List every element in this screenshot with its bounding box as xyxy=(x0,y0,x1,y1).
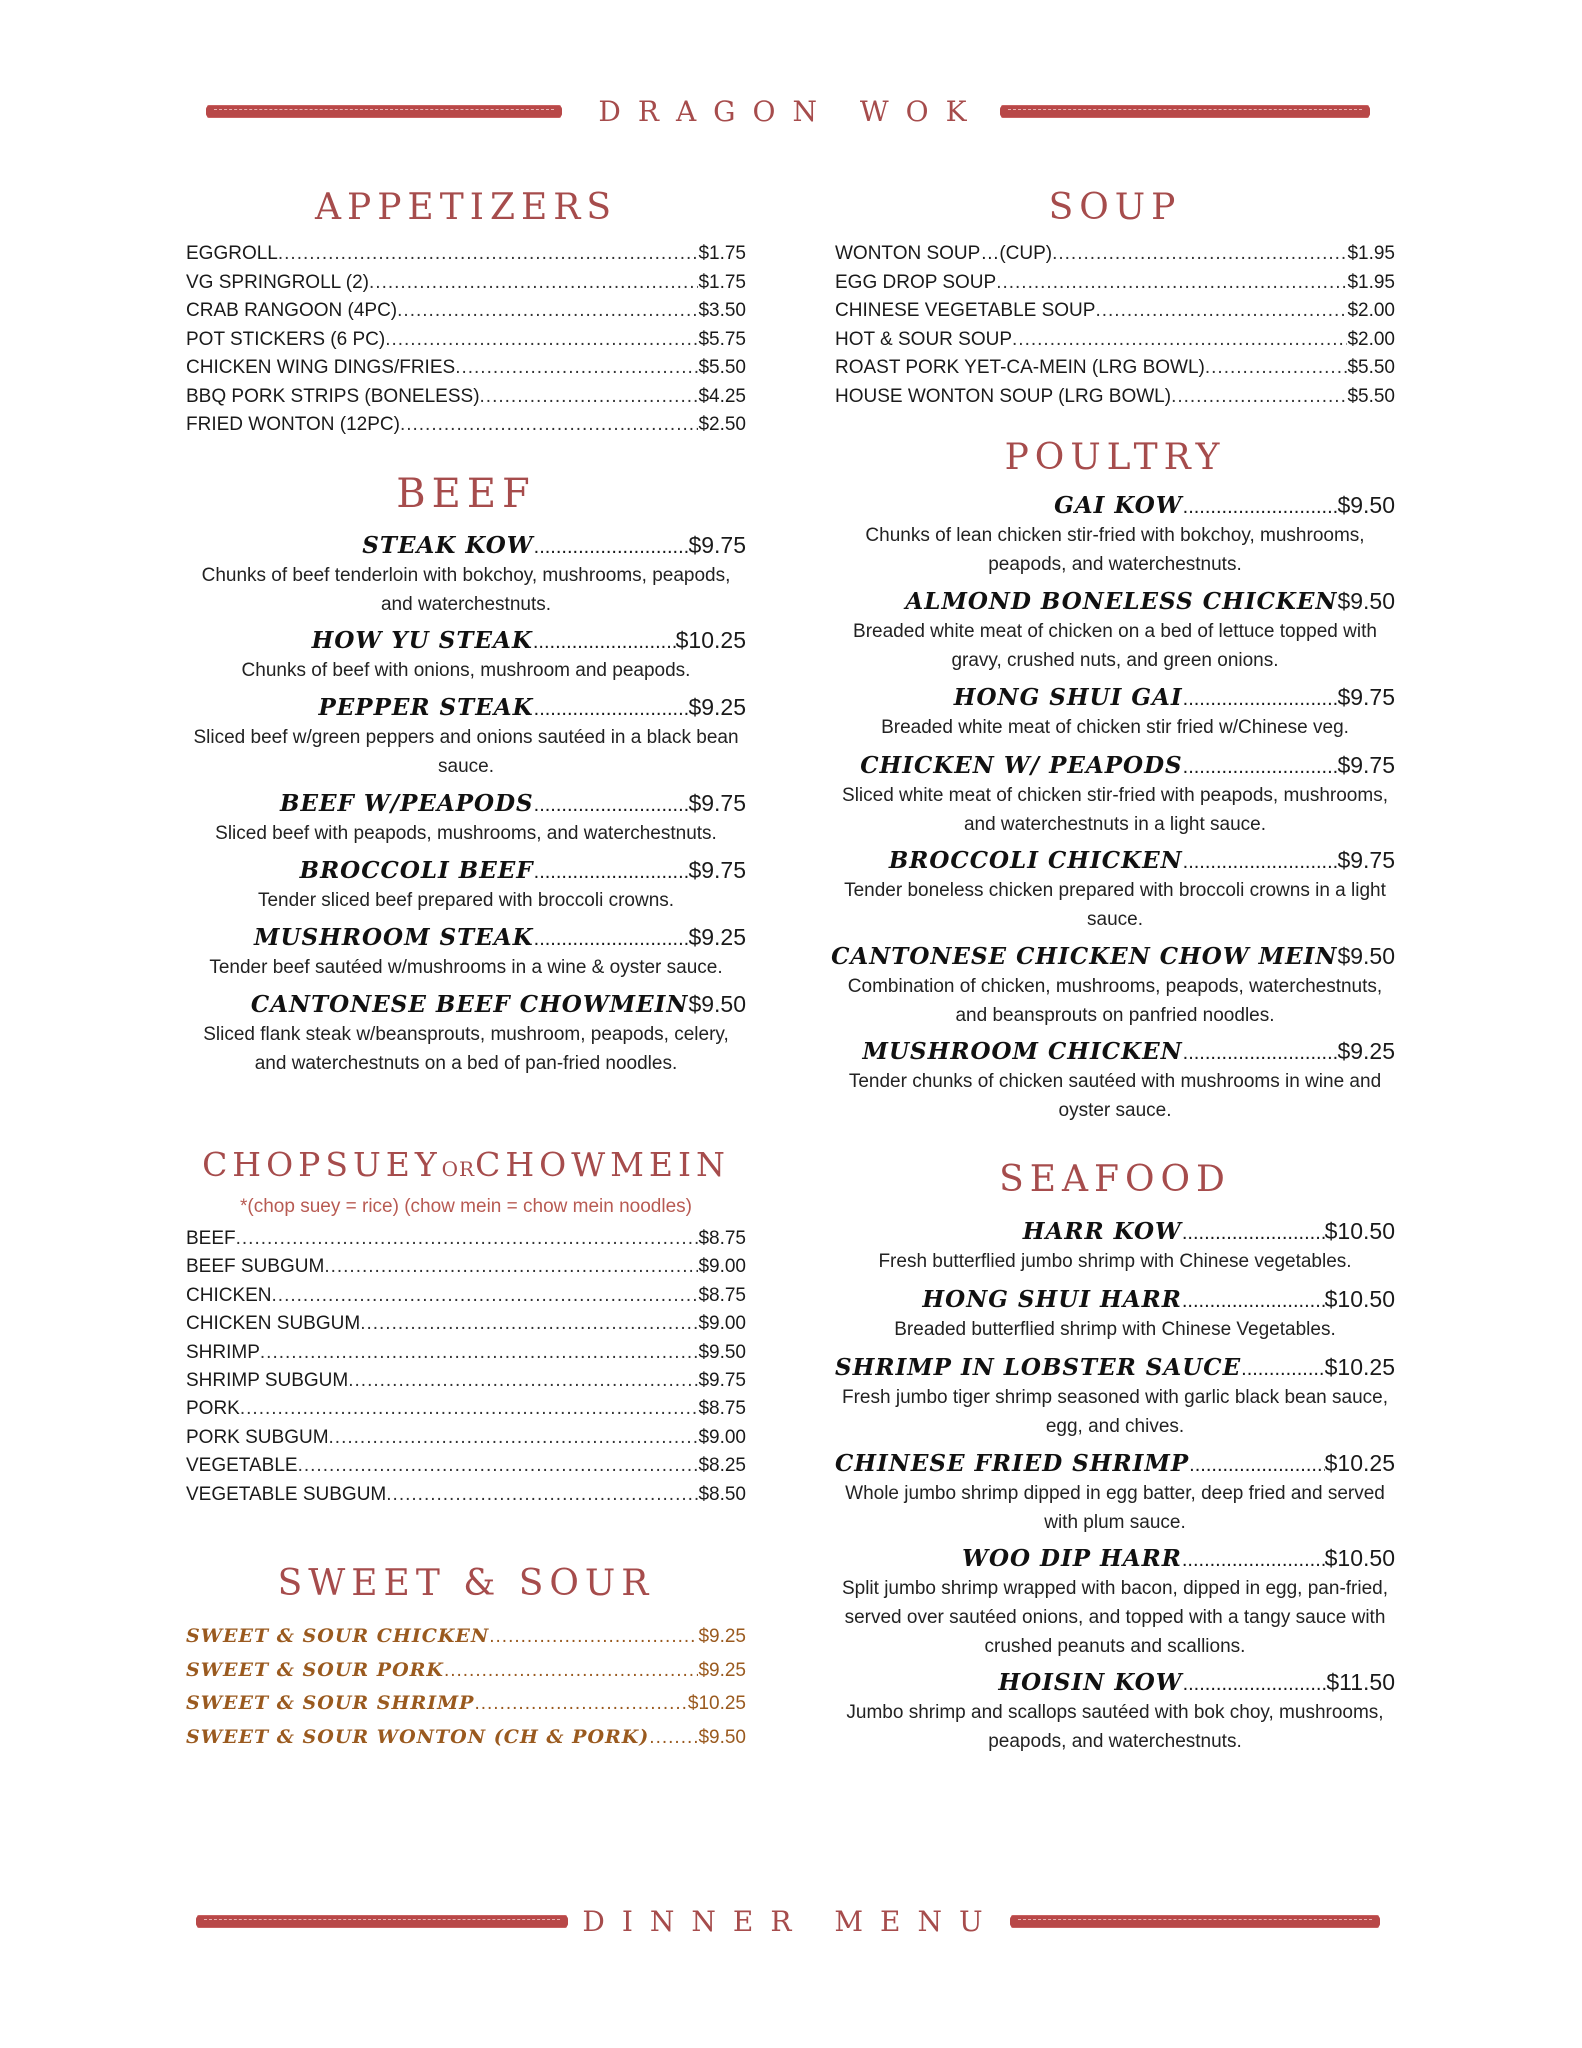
leader-dots xyxy=(474,1690,687,1718)
leader-dots xyxy=(324,1253,698,1281)
menu-row xyxy=(186,354,746,382)
item-name: BBQ PORK STRIPS (BONELESS) xyxy=(186,385,480,407)
menu-row xyxy=(186,1689,746,1718)
leader-dots xyxy=(1182,1290,1325,1313)
item-price: $9.50 xyxy=(698,1726,746,1748)
item-price: $9.50 xyxy=(688,991,746,1017)
menu-row xyxy=(835,240,1395,268)
menu-row xyxy=(186,1282,746,1310)
item-name: CHICKEN xyxy=(186,1284,272,1306)
chopsuey-title-a: CHOPSUEY xyxy=(202,1145,442,1184)
item-price: $9.50 xyxy=(1337,588,1395,614)
item-price: $11.50 xyxy=(1326,1669,1395,1695)
item-name: BROCCOLI BEEF xyxy=(299,857,534,884)
leader-dots xyxy=(533,631,676,654)
item-name: ROAST PORK YET-CA-MEIN (LRG BOWL) xyxy=(835,357,1205,378)
item-name: CHINESE VEGETABLE SOUP xyxy=(835,300,1096,321)
leader-dots xyxy=(278,240,699,268)
leader-dots xyxy=(996,269,1347,297)
footer-banner xyxy=(0,1902,1582,1942)
item-name: SWEET & SOUR SHRIMP xyxy=(186,1692,475,1714)
item-name: CHICKEN WING DINGS/FRIES xyxy=(186,357,456,378)
item-price: $8.50 xyxy=(698,1483,746,1505)
leader-dots xyxy=(385,326,698,354)
item-header xyxy=(835,1218,1395,1245)
menu-row xyxy=(186,1395,746,1423)
menu-item xyxy=(835,1669,1395,1756)
item-header xyxy=(186,924,746,951)
item-price: $9.50 xyxy=(698,1341,746,1363)
item-header xyxy=(186,532,746,559)
item-name: CRAB RANGOON (4PC) xyxy=(186,300,398,321)
item-price: $1.95 xyxy=(1347,243,1395,264)
item-header xyxy=(835,1545,1395,1572)
item-name: CHINESE FRIED SHRIMP xyxy=(835,1450,1190,1477)
leader-dots xyxy=(298,1452,699,1480)
item-price: $8.75 xyxy=(698,1228,746,1249)
leader-dots xyxy=(1183,851,1338,874)
item-header xyxy=(835,1669,1395,1696)
menu-row xyxy=(186,1310,746,1338)
item-name: SWEET & SOUR WONTON (CH & PORK) xyxy=(186,1725,650,1748)
menu-row xyxy=(186,1481,746,1509)
menu-row xyxy=(186,1225,746,1253)
menu-item xyxy=(835,492,1395,579)
item-header xyxy=(835,588,1395,615)
item-name: SHRIMP IN LOBSTER SAUCE xyxy=(835,1354,1242,1381)
menu-item xyxy=(186,991,746,1078)
item-price: $5.75 xyxy=(698,328,746,350)
item-name: CANTONESE CHICKEN CHOW MEIN xyxy=(831,943,1338,970)
leader-dots xyxy=(1182,1549,1325,1572)
restaurant-name: DRAGON WOK xyxy=(598,95,984,128)
menu-row xyxy=(835,326,1395,354)
leader-dots xyxy=(272,1282,699,1310)
item-price: $5.50 xyxy=(1347,357,1395,378)
leader-dots xyxy=(348,1367,698,1395)
leader-dots xyxy=(534,698,689,721)
beef-title: BEEF xyxy=(396,471,536,517)
leader-dots xyxy=(534,861,689,884)
sweet-sour-title: SWEET & SOUR xyxy=(277,1563,655,1604)
leader-dots xyxy=(1052,240,1347,268)
menu-row xyxy=(186,1424,746,1452)
item-name: BEEF xyxy=(186,1228,236,1249)
menu-item xyxy=(186,857,746,915)
item-name: CANTONESE BEEF CHOWMEIN xyxy=(250,991,689,1018)
item-name: SHRIMP xyxy=(186,1341,260,1363)
item-description: Tender sliced beef prepared with broccoli crowns. xyxy=(257,890,675,911)
item-price: $8.75 xyxy=(698,1398,746,1420)
item-header xyxy=(186,694,746,721)
leader-dots xyxy=(360,1310,698,1338)
chopsuey-title-b: CHOWMEIN xyxy=(475,1145,730,1184)
item-description: Sliced beef w/green peppers and onions sautéed in a black bean sauce. xyxy=(193,727,739,777)
leader-dots xyxy=(400,411,699,439)
leader-dots xyxy=(240,1395,699,1423)
item-header xyxy=(835,847,1395,874)
item-price: $9.00 xyxy=(698,1313,746,1335)
item-name: HONG SHUI GAI xyxy=(953,684,1183,711)
menu-row xyxy=(186,411,746,439)
menu-row xyxy=(835,297,1395,325)
menu-row xyxy=(186,269,746,297)
appetizers-title: APPETIZERS xyxy=(314,187,617,228)
item-name: HOT & SOUR SOUP xyxy=(835,328,1013,350)
leader-dots xyxy=(1205,354,1348,382)
menu-item xyxy=(186,532,746,619)
item-description: Split jumbo shrimp wrapped with bacon, dipped in egg, pan-fried, served over sautéed onions, and topped with a tangy sauce with crushed peanuts and scallions. xyxy=(841,1578,1389,1657)
menu-item xyxy=(835,1218,1395,1276)
menu-item xyxy=(835,752,1395,839)
item-price: $9.75 xyxy=(698,1370,746,1391)
item-name: MUSHROOM CHICKEN xyxy=(862,1038,1183,1065)
menu-item xyxy=(835,1038,1395,1125)
item-price: $8.75 xyxy=(698,1284,746,1306)
item-price: $2.00 xyxy=(1347,328,1395,350)
item-price: $9.75 xyxy=(1337,847,1395,873)
poultry-title: POULTRY xyxy=(1004,437,1226,478)
item-name: PORK SUBGUM xyxy=(186,1426,329,1448)
leader-dots xyxy=(534,536,689,559)
leader-dots xyxy=(489,1623,698,1651)
menu-row xyxy=(186,1656,746,1685)
item-name: EGGROLL xyxy=(186,243,278,264)
item-description: Chunks of beef with onions, mushroom and peapods. xyxy=(241,660,691,681)
leader-dots xyxy=(534,928,689,951)
item-price: $9.25 xyxy=(1337,1038,1395,1064)
item-header xyxy=(186,627,746,654)
item-description: Tender chunks of chicken sautéed with mushrooms in wine and oyster sauce. xyxy=(848,1071,1382,1121)
item-description: Sliced white meat of chicken stir-fried with peapods, mushrooms, and waterchestnuts in a light sauce. xyxy=(842,785,1388,835)
menu-row xyxy=(835,354,1395,382)
item-price: $10.50 xyxy=(1324,1545,1395,1571)
item-price: $8.25 xyxy=(698,1455,746,1477)
item-name: SHRIMP SUBGUM xyxy=(186,1370,349,1391)
item-price: $9.00 xyxy=(698,1256,746,1278)
item-header xyxy=(186,991,746,1018)
menu-row xyxy=(186,240,746,268)
item-name: HARR KOW xyxy=(1022,1218,1182,1245)
menu-type-title: DINNER MENU xyxy=(582,1905,1000,1938)
item-price: $5.50 xyxy=(1347,385,1395,407)
item-name: SWEET & SOUR PORK xyxy=(186,1658,444,1681)
item-price: $9.25 xyxy=(688,694,746,720)
item-price: $1.75 xyxy=(698,271,746,293)
item-name: WONTON SOUP…(CUP) xyxy=(835,243,1053,264)
item-price: $9.25 xyxy=(688,924,746,950)
item-name: BEEF SUBGUM xyxy=(186,1256,325,1278)
item-name: PEPPER STEAK xyxy=(318,694,534,721)
item-price: $10.25 xyxy=(687,1693,746,1714)
item-name: CHICKEN SUBGUM xyxy=(186,1313,361,1335)
item-header xyxy=(186,857,746,884)
menu-item xyxy=(835,588,1395,675)
menu-row xyxy=(186,1339,746,1367)
leader-dots xyxy=(444,1657,699,1685)
item-price: $9.75 xyxy=(688,857,746,883)
item-name: VEGETABLE SUBGUM xyxy=(186,1483,387,1505)
leader-dots xyxy=(1183,1042,1338,1065)
item-price: $2.00 xyxy=(1347,300,1395,321)
item-description: Chunks of beef tenderloin with bokchoy, mushrooms, peapods, and waterchestnuts. xyxy=(201,565,731,615)
soup-title: SOUP xyxy=(1048,187,1182,228)
item-name: BEEF W/PEAPODS xyxy=(280,790,534,817)
chopsuey-title xyxy=(186,1145,746,1184)
item-name: HONG SHUI HARR xyxy=(922,1286,1182,1313)
menu-item xyxy=(835,1286,1395,1344)
item-description: Jumbo shrimp and scallops sautéed with bok choy, mushrooms, peapods, and waterchestnuts. xyxy=(846,1702,1384,1752)
item-price: $9.75 xyxy=(688,790,746,816)
leader-dots xyxy=(369,269,698,297)
leader-dots xyxy=(329,1424,699,1452)
menu-item xyxy=(835,1545,1395,1661)
item-description: Tender beef sautéed w/mushrooms in a wine & oyster sauce. xyxy=(209,957,723,978)
leader-dots xyxy=(534,794,689,817)
leader-dots xyxy=(1183,756,1338,779)
menu-row xyxy=(835,269,1395,297)
leader-dots xyxy=(455,354,698,382)
leader-dots xyxy=(236,1225,699,1253)
item-description: Sliced flank steak w/beansprouts, mushroom, peapods, celery, and waterchestnuts on a bed of pan-fried noodles. xyxy=(203,1024,729,1074)
menu-item xyxy=(835,1450,1395,1537)
item-name: GAI KOW xyxy=(1054,492,1183,519)
menu-item xyxy=(186,790,746,848)
menu-item xyxy=(186,694,746,781)
item-name: MUSHROOM STEAK xyxy=(254,924,534,951)
leader-dots xyxy=(386,1481,698,1509)
leader-dots xyxy=(1189,1454,1324,1477)
item-price: $9.25 xyxy=(698,1659,746,1681)
item-price: $9.50 xyxy=(1337,943,1395,969)
item-description: Whole jumbo shrimp dipped in egg batter, deep fried and served with plum sauce. xyxy=(845,1483,1385,1533)
menu-row xyxy=(186,1367,746,1395)
item-description: Fresh butterflied jumbo shrimp with Chinese vegetables. xyxy=(878,1251,1352,1272)
item-price: $5.50 xyxy=(698,357,746,378)
item-price: $10.50 xyxy=(1324,1286,1395,1312)
item-price: $3.50 xyxy=(698,300,746,321)
menu-row xyxy=(186,1253,746,1281)
leader-dots xyxy=(1182,1222,1325,1245)
item-name: HOW YU STEAK xyxy=(311,627,533,654)
item-description: Chunks of lean chicken stir-fried with bokchoy, mushrooms, peapods, and waterchestnuts. xyxy=(865,525,1365,575)
item-description: Tender boneless chicken prepared with broccoli crowns in a light sauce. xyxy=(844,880,1386,930)
item-name: EGG DROP SOUP xyxy=(835,271,997,293)
item-price: $10.25 xyxy=(675,627,746,653)
menu-row xyxy=(186,1452,746,1480)
item-price: $9.75 xyxy=(1337,752,1395,778)
item-name: BROCCOLI CHICKEN xyxy=(888,847,1183,874)
leader-dots xyxy=(397,297,698,325)
item-name: WOO DIP HARR xyxy=(962,1545,1182,1572)
item-price: $1.75 xyxy=(698,243,746,264)
item-name: VG SPRINGROLL (2) xyxy=(186,271,370,293)
item-header xyxy=(835,684,1395,711)
menu-item xyxy=(835,684,1395,742)
leader-dots xyxy=(649,1724,698,1752)
menu-item xyxy=(835,847,1395,934)
item-name: POT STICKERS (6 PC) xyxy=(186,328,386,350)
menu-row xyxy=(186,1723,746,1752)
chopsuey-note: *(chop suey = rice) (chow mein = chow mein noodles) xyxy=(240,1196,692,1217)
leader-dots xyxy=(1012,326,1347,354)
menu-row xyxy=(835,383,1395,411)
item-description: Fresh jumbo tiger shrimp seasoned with garlic black bean sauce, egg, and chives. xyxy=(842,1387,1388,1437)
item-header xyxy=(835,752,1395,779)
item-name: FRIED WONTON (12PC) xyxy=(186,414,400,435)
item-name: VEGETABLE xyxy=(186,1455,298,1477)
item-description: Breaded butterflied shrimp with Chinese Vegetables. xyxy=(894,1319,1336,1340)
item-header xyxy=(835,1286,1395,1313)
header-banner xyxy=(0,92,1582,132)
menu-item xyxy=(186,924,746,982)
item-header xyxy=(835,1038,1395,1065)
item-price: $9.00 xyxy=(698,1426,746,1448)
chopsuey-title-or: OR xyxy=(441,1157,476,1181)
menu-row xyxy=(186,297,746,325)
item-description: Sliced beef with peapods, mushrooms, and waterchestnuts. xyxy=(215,823,717,844)
leader-dots xyxy=(260,1339,699,1367)
seafood-title: SEAFOOD xyxy=(999,1159,1231,1200)
item-description: Breaded white meat of chicken stir fried w/Chinese veg. xyxy=(881,717,1349,738)
item-price: $4.25 xyxy=(698,385,746,407)
item-name: HOUSE WONTON SOUP (LRG BOWL) xyxy=(835,385,1172,407)
item-price: $10.25 xyxy=(1324,1450,1395,1476)
item-name: ALMOND BONELESS CHICKEN xyxy=(905,588,1338,615)
item-price: $1.95 xyxy=(1347,271,1395,293)
leader-dots xyxy=(1183,496,1338,519)
leader-dots xyxy=(1183,1673,1327,1696)
menu-row xyxy=(186,1622,746,1651)
item-name: STEAK KOW xyxy=(362,532,534,559)
item-price: $9.75 xyxy=(1337,684,1395,710)
item-price: $9.75 xyxy=(688,532,746,558)
menu-row xyxy=(186,326,746,354)
menu-item xyxy=(186,627,746,685)
leader-dots xyxy=(1095,297,1347,325)
leader-dots xyxy=(1171,383,1347,411)
item-price: $9.50 xyxy=(1337,492,1395,518)
item-name: PORK xyxy=(186,1398,240,1420)
menu-row xyxy=(186,383,746,411)
item-header xyxy=(835,492,1395,519)
menu-item xyxy=(835,1354,1395,1441)
item-header xyxy=(835,1450,1395,1477)
item-header xyxy=(186,790,746,817)
item-description: Combination of chicken, mushrooms, peapods, waterchestnuts, and beansprouts on panfried noodles. xyxy=(847,976,1383,1026)
leader-dots xyxy=(1183,688,1338,711)
item-price: $9.25 xyxy=(698,1626,746,1647)
item-header xyxy=(835,1354,1395,1381)
item-price: $2.50 xyxy=(698,414,746,435)
item-price: $10.25 xyxy=(1324,1354,1395,1380)
item-name: CHICKEN W/ PEAPODS xyxy=(860,752,1183,779)
leader-dots xyxy=(480,383,699,411)
leader-dots xyxy=(1241,1358,1325,1381)
item-name: SWEET & SOUR CHICKEN xyxy=(186,1625,490,1647)
item-description: Breaded white meat of chicken on a bed of lettuce topped with gravy, crushed nuts, and green onions. xyxy=(853,621,1377,671)
item-header xyxy=(831,943,1395,970)
item-price: $10.50 xyxy=(1324,1218,1395,1244)
item-name: HOISIN KOW xyxy=(998,1669,1183,1696)
menu-item xyxy=(831,943,1395,1030)
